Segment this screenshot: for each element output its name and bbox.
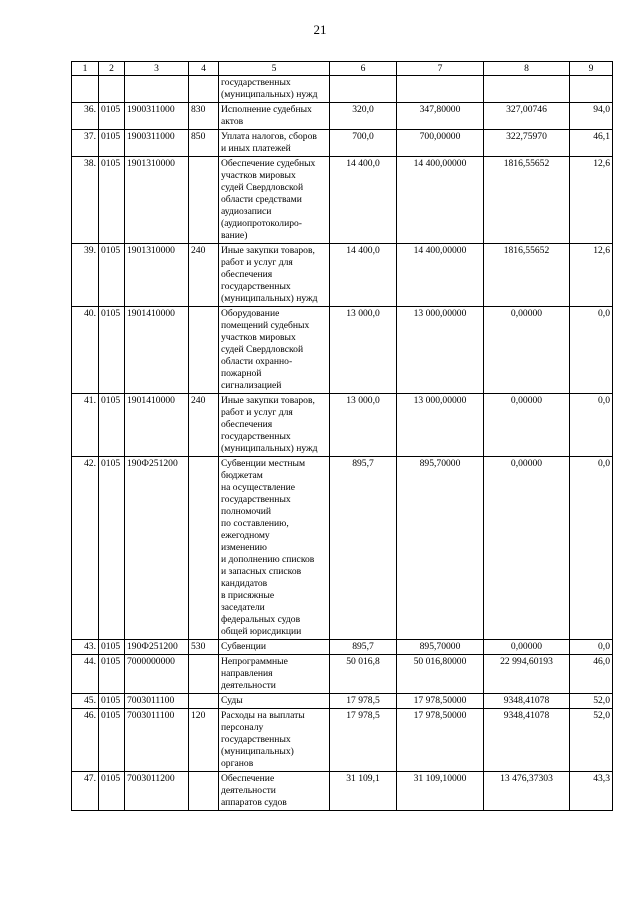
section-code-cell: 0105 xyxy=(99,307,125,394)
execution-percent-cell: 46,0 xyxy=(570,655,613,694)
execution-percent-cell: 46,1 xyxy=(570,130,613,157)
expense-type-cell: 850 xyxy=(189,130,219,157)
table-row xyxy=(72,307,613,394)
item-name-line: работ и услуг для xyxy=(221,257,293,268)
table-row xyxy=(72,655,613,694)
section-code-cell: 0105 xyxy=(99,772,125,811)
annual-plan-cell: 17 978,5 xyxy=(330,709,397,772)
execution-cell: 0,00000 xyxy=(484,457,570,640)
expense-type-cell: 830 xyxy=(189,103,219,130)
table-row xyxy=(72,244,613,307)
item-name-line: органов xyxy=(221,758,254,769)
execution-percent-cell: 12,6 xyxy=(570,157,613,244)
refined-plan-cell: 13 000,00000 xyxy=(397,394,484,457)
item-name-cell xyxy=(219,130,330,157)
section-code-cell: 0105 xyxy=(99,694,125,709)
execution-percent-cell: 43,3 xyxy=(570,772,613,811)
item-name-cell xyxy=(219,772,330,811)
row-number-cell: 43. xyxy=(72,640,99,655)
item-name-line: федеральных судов xyxy=(221,614,301,625)
annual-plan-cell: 895,7 xyxy=(330,457,397,640)
refined-plan-cell: 50 016,80000 xyxy=(397,655,484,694)
item-name-cell xyxy=(219,76,330,103)
expense-type-cell: 240 xyxy=(189,244,219,307)
annual-plan-cell: 700,0 xyxy=(330,130,397,157)
expense-type-cell xyxy=(189,772,219,811)
target-article-cell: 1901310000 xyxy=(125,157,189,244)
item-name-line: деятельности xyxy=(221,785,276,796)
item-name-line: Иные закупки товаров, xyxy=(221,245,315,256)
item-name-line: (муниципальных) нужд xyxy=(221,443,318,454)
item-name-line: аудиозаписи xyxy=(221,206,272,217)
section-code-cell: 0105 xyxy=(99,244,125,307)
header-cell: 7 xyxy=(397,62,484,76)
item-name-cell xyxy=(219,157,330,244)
item-name-line: на осуществление xyxy=(221,482,296,493)
execution-cell: 9348,41078 xyxy=(484,694,570,709)
target-article-cell xyxy=(125,76,189,103)
execution-cell: 322,75970 xyxy=(484,130,570,157)
execution-cell: 1816,55652 xyxy=(484,157,570,244)
row-number-cell: 45. xyxy=(72,694,99,709)
item-name-line: области охранно- xyxy=(221,356,293,367)
refined-plan-cell: 31 109,10000 xyxy=(397,772,484,811)
page-number: 21 xyxy=(313,22,327,37)
item-name-line: и запасных списков xyxy=(221,566,302,577)
table-row xyxy=(72,457,613,640)
item-name-line: Расходы на выплаты xyxy=(221,710,305,721)
item-name-cell xyxy=(219,307,330,394)
header-cell: 6 xyxy=(330,62,397,76)
header-cell: 9 xyxy=(570,62,613,76)
execution-percent-cell: 0,0 xyxy=(570,640,613,655)
table-row xyxy=(72,709,613,772)
execution-percent-cell: 52,0 xyxy=(570,694,613,709)
row-number-cell: 40. xyxy=(72,307,99,394)
item-name-line: пожарной xyxy=(221,368,262,379)
refined-plan-cell: 13 000,00000 xyxy=(397,307,484,394)
target-article-cell: 7000000000 xyxy=(125,655,189,694)
header-cell: 8 xyxy=(484,62,570,76)
item-name-line: заседатели xyxy=(221,602,265,613)
item-name-line: Субвенции местным xyxy=(221,458,306,469)
execution-percent-cell: 0,0 xyxy=(570,394,613,457)
annual-plan-cell: 17 978,5 xyxy=(330,694,397,709)
section-code-cell: 0105 xyxy=(99,130,125,157)
section-code-cell: 0105 xyxy=(99,457,125,640)
item-name-line: Уплата налогов, сборов xyxy=(221,131,317,142)
target-article-cell: 7003011100 xyxy=(125,709,189,772)
item-name-cell xyxy=(219,457,330,640)
item-name-line: работ и услуг для xyxy=(221,407,293,418)
item-name-line: Непрограммные xyxy=(221,656,288,667)
item-name-line: Обеспечение xyxy=(221,773,275,784)
item-name-line: обеспечения xyxy=(221,269,273,280)
item-name-line: общей юрисдикции xyxy=(221,626,302,637)
item-name-cell xyxy=(219,694,330,709)
annual-plan-cell: 50 016,8 xyxy=(330,655,397,694)
annual-plan-cell xyxy=(330,76,397,103)
item-name-line: Субвенции xyxy=(221,641,266,652)
item-name-line: государственных xyxy=(221,734,291,745)
table-row xyxy=(72,76,613,103)
refined-plan-cell: 14 400,00000 xyxy=(397,244,484,307)
annual-plan-cell: 320,0 xyxy=(330,103,397,130)
item-name-line: и иных платежей xyxy=(221,143,291,154)
item-name-line: (аудиопротоколиро- xyxy=(221,218,302,229)
target-article-cell: 7003011100 xyxy=(125,694,189,709)
table-row xyxy=(72,394,613,457)
execution-cell: 9348,41078 xyxy=(484,709,570,772)
annual-plan-cell: 13 000,0 xyxy=(330,307,397,394)
item-name-line: (муниципальных) нужд xyxy=(221,89,318,100)
annual-plan-cell: 895,7 xyxy=(330,640,397,655)
expense-type-cell xyxy=(189,457,219,640)
annual-plan-cell: 14 400,0 xyxy=(330,157,397,244)
section-code-cell: 0105 xyxy=(99,103,125,130)
item-name-line: ежегодному xyxy=(221,530,270,541)
row-number-cell: 36. xyxy=(72,103,99,130)
item-name-line: судей Свердловской xyxy=(221,182,304,193)
expense-type-cell xyxy=(189,157,219,244)
item-name-line: по составлению, xyxy=(221,518,289,529)
item-name-line: полномочий xyxy=(221,506,272,517)
refined-plan-cell: 895,70000 xyxy=(397,640,484,655)
budget-table xyxy=(71,61,613,811)
expense-type-cell: 530 xyxy=(189,640,219,655)
item-name-line: (муниципальных) xyxy=(221,746,294,757)
item-name-line: вание) xyxy=(221,230,248,241)
item-name-line: и дополнению списков xyxy=(221,554,315,565)
item-name-line: обеспечения xyxy=(221,419,273,430)
refined-plan-cell: 895,70000 xyxy=(397,457,484,640)
expense-type-cell xyxy=(189,307,219,394)
item-name-cell xyxy=(219,103,330,130)
execution-cell: 0,00000 xyxy=(484,640,570,655)
item-name-line: изменению xyxy=(221,542,267,553)
target-article-cell: 190Ф251200 xyxy=(125,640,189,655)
item-name-line: области средствами xyxy=(221,194,302,205)
item-name-line: Суды xyxy=(221,695,243,706)
target-article-cell: 1900311000 xyxy=(125,130,189,157)
table-row xyxy=(72,694,613,709)
execution-percent-cell: 0,0 xyxy=(570,457,613,640)
row-number-cell: 37. xyxy=(72,130,99,157)
section-code-cell xyxy=(99,76,125,103)
target-article-cell: 1900311000 xyxy=(125,103,189,130)
table-row xyxy=(72,640,613,655)
item-name-line: кандидатов xyxy=(221,578,268,589)
item-name-cell xyxy=(219,244,330,307)
section-code-cell: 0105 xyxy=(99,157,125,244)
target-article-cell: 1901410000 xyxy=(125,307,189,394)
item-name-line: Иные закупки товаров, xyxy=(221,395,315,406)
execution-percent-cell: 0,0 xyxy=(570,307,613,394)
item-name-line: направления xyxy=(221,668,273,679)
refined-plan-cell: 17 978,50000 xyxy=(397,694,484,709)
header-cell: 3 xyxy=(125,62,189,76)
annual-plan-cell: 31 109,1 xyxy=(330,772,397,811)
item-name-line: сигнализацией xyxy=(221,380,282,391)
item-name-line: судей Свердловской xyxy=(221,344,304,355)
table-row xyxy=(72,772,613,811)
target-article-cell: 190Ф251200 xyxy=(125,457,189,640)
item-name-line: Обеспечение судебных xyxy=(221,158,316,169)
refined-plan-cell: 700,00000 xyxy=(397,130,484,157)
item-name-line: (муниципальных) нужд xyxy=(221,293,318,304)
execution-cell: 0,00000 xyxy=(484,394,570,457)
target-article-cell: 1901310000 xyxy=(125,244,189,307)
item-name-line: деятельности xyxy=(221,680,276,691)
item-name-line: аппаратов судов xyxy=(221,797,287,808)
execution-cell: 0,00000 xyxy=(484,307,570,394)
row-number-cell xyxy=(72,76,99,103)
execution-cell: 22 994,60193 xyxy=(484,655,570,694)
item-name-cell xyxy=(219,655,330,694)
item-name-cell xyxy=(219,394,330,457)
item-name-line: в присяжные xyxy=(221,590,275,601)
item-name-line: Оборудование xyxy=(221,308,280,319)
item-name-line: участков мировых xyxy=(221,170,296,181)
table-row xyxy=(72,157,613,244)
row-number-cell: 39. xyxy=(72,244,99,307)
execution-cell: 327,00746 xyxy=(484,103,570,130)
row-number-cell: 46. xyxy=(72,709,99,772)
row-number-cell: 44. xyxy=(72,655,99,694)
section-code-cell: 0105 xyxy=(99,394,125,457)
header-cell: 1 xyxy=(72,62,99,76)
item-name-line: государственных xyxy=(221,77,291,88)
expense-type-cell: 120 xyxy=(189,709,219,772)
target-article-cell: 7003011200 xyxy=(125,772,189,811)
item-name-line: государственных xyxy=(221,431,291,442)
item-name-cell xyxy=(219,709,330,772)
execution-percent-cell: 52,0 xyxy=(570,709,613,772)
header-cell: 2 xyxy=(99,62,125,76)
section-code-cell: 0105 xyxy=(99,655,125,694)
refined-plan-cell: 14 400,00000 xyxy=(397,157,484,244)
table-body xyxy=(72,76,613,811)
item-name-cell xyxy=(219,640,330,655)
annual-plan-cell: 14 400,0 xyxy=(330,244,397,307)
section-code-cell: 0105 xyxy=(99,640,125,655)
execution-cell: 1816,55652 xyxy=(484,244,570,307)
item-name-line: актов xyxy=(221,116,244,127)
header-cell: 5 xyxy=(219,62,330,76)
row-number-cell: 38. xyxy=(72,157,99,244)
expense-type-cell xyxy=(189,694,219,709)
target-article-cell: 1901410000 xyxy=(125,394,189,457)
refined-plan-cell xyxy=(397,76,484,103)
item-name-line: государственных xyxy=(221,494,291,505)
refined-plan-cell: 347,80000 xyxy=(397,103,484,130)
expense-type-cell xyxy=(189,655,219,694)
header-cell: 4 xyxy=(189,62,219,76)
execution-percent-cell: 12,6 xyxy=(570,244,613,307)
annual-plan-cell: 13 000,0 xyxy=(330,394,397,457)
refined-plan-cell: 17 978,50000 xyxy=(397,709,484,772)
row-number-cell: 47. xyxy=(72,772,99,811)
item-name-line: государственных xyxy=(221,281,291,292)
expense-type-cell xyxy=(189,76,219,103)
execution-percent-cell xyxy=(570,76,613,103)
item-name-line: помещений судебных xyxy=(221,320,310,331)
execution-cell: 13 476,37303 xyxy=(484,772,570,811)
table-row xyxy=(72,130,613,157)
row-number-cell: 42. xyxy=(72,457,99,640)
item-name-line: участков мировых xyxy=(221,332,296,343)
expense-type-cell: 240 xyxy=(189,394,219,457)
item-name-line: персоналу xyxy=(221,722,264,733)
table-row xyxy=(72,103,613,130)
section-code-cell: 0105 xyxy=(99,709,125,772)
execution-cell xyxy=(484,76,570,103)
header-row xyxy=(72,62,613,76)
execution-percent-cell: 94,0 xyxy=(570,103,613,130)
row-number-cell: 41. xyxy=(72,394,99,457)
item-name-line: Исполнение судебных xyxy=(221,104,312,115)
item-name-line: бюджетам xyxy=(221,470,263,481)
